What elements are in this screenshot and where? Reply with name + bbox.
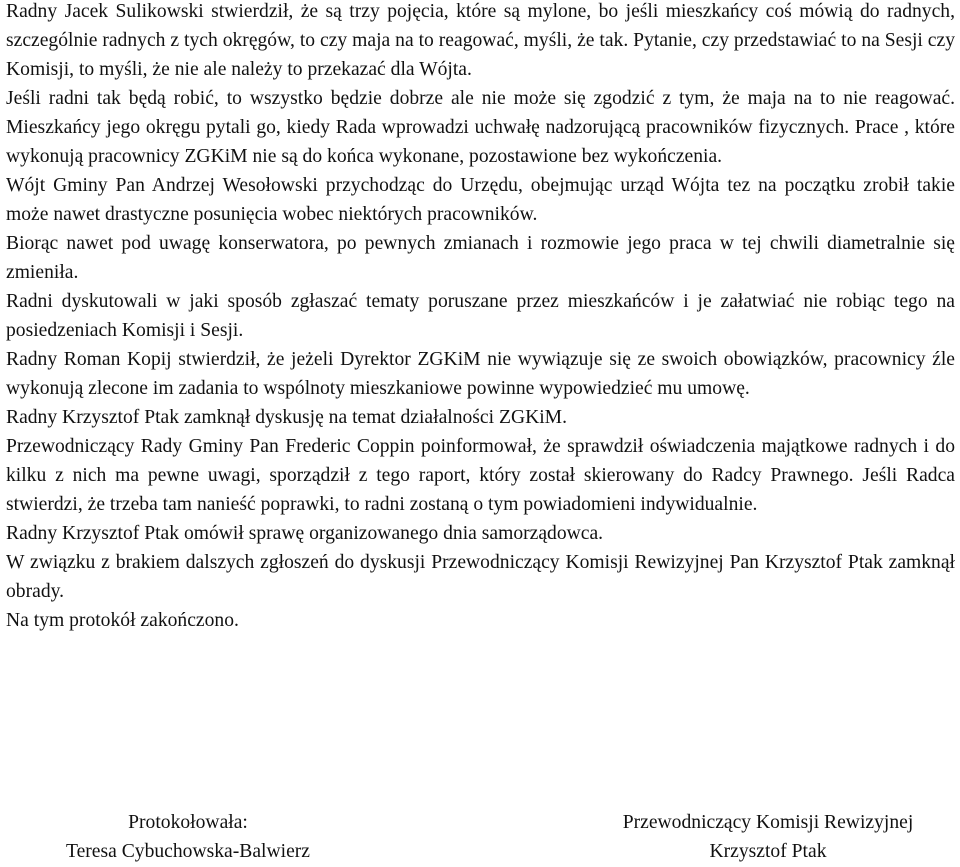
signature-left-role: Protokołowała: xyxy=(128,812,248,833)
paragraph-dzien-samorzadowca: Radny Krzysztof Ptak omówił sprawę organizowanego dnia samorządowca. xyxy=(6,523,604,544)
paragraph-zakonczenie: Na tym protokół zakończono. xyxy=(6,610,239,631)
signature-left xyxy=(28,808,348,866)
signature-right-name: Krzysztof Ptak xyxy=(709,841,827,862)
paragraph-wojt: Wójt Gminy Pan Andrzej Wesołowski przychodząc do Urzędu, obejmując urząd Wójta tez na początku zrobił takie może nawet drastyczne posunięcia wobec niektórych pracowników. xyxy=(6,175,955,225)
signature-left-name: Teresa Cybuchowska-Balwierz xyxy=(65,841,310,862)
paragraph-zamkniecie-obrad: W związku z brakiem dalszych zgłoszeń do dyskusji Przewodniczący Komisji Rewizyjnej Pan Krzysztof Ptak zamknął obrady. xyxy=(6,552,955,602)
document-body xyxy=(6,0,955,635)
signature-right-role: Przewodniczący Komisji Rewizyjnej xyxy=(622,812,914,833)
signature-right xyxy=(578,808,958,866)
paragraph-kopij: Radny Roman Kopij stwierdził, że jeżeli Dyrektor ZGKiM nie wywiązuje się ze swoich obowiązków, pracownicy źle wykonują zlecone im zadania to wspólnoty mieszkaniowe powinne wypowiedzieć mu umowę. xyxy=(6,349,955,399)
paragraph-dyskusja-radnych: Radni dyskutowali w jaki sposób zgłaszać tematy poruszane przez mieszkańców i je załatwiać nie robiąc tego na posiedzeniach Komisji i Sesji. xyxy=(6,291,955,341)
paragraph-konserwator: Biorąc nawet pod uwagę konserwatora, po pewnych zmianach i rozmowie jego praca w tej chwili diametralnie się zmieniła. xyxy=(6,233,955,283)
paragraph-sulikowski: Radny Jacek Sulikowski stwierdził, że są trzy pojęcia, które są mylone, bo jeśli mieszkańcy coś mówią do radnych, szczególnie radnych z tych okręgów, to czy maja na to reagować, myśli, że tak. Pytanie, czy przedstawiać to na Sesji czy Komisji, to myśli, że nie ale należy to przekazać dla Wójta. xyxy=(6,1,955,80)
paragraph-zamkniecie-dyskusji: Radny Krzysztof Ptak zamknął dyskusję na temat działalności ZGKiM. xyxy=(6,407,568,428)
signature-block xyxy=(0,808,960,867)
paragraph-coppin: Przewodniczący Rady Gminy Pan Frederic Coppin poinformował, że sprawdził oświadczenia majątkowe radnych i do kilku z nich ma pewne uwagi, sporządził z tego raport, który został skierowany do Radcy Prawnego. Jeśli Radca stwierdzi, że trzeba tam nanieść poprawki, to radni zostaną o tym powiadomieni indywidualnie. xyxy=(6,436,955,515)
paragraph-reagowanie: Jeśli radni tak będą robić, to wszystko będzie dobrze ale nie może się zgodzić z tym, że maja na to nie reagować. Mieszkańcy jego okręgu pytali go, kiedy Rada wprowadzi uchwałę nadzorującą pracowników fizycznych. Prace , które wykonują pracownicy ZGKiM nie są do końca wykonane, pozostawione bez wykończenia. xyxy=(6,88,955,167)
